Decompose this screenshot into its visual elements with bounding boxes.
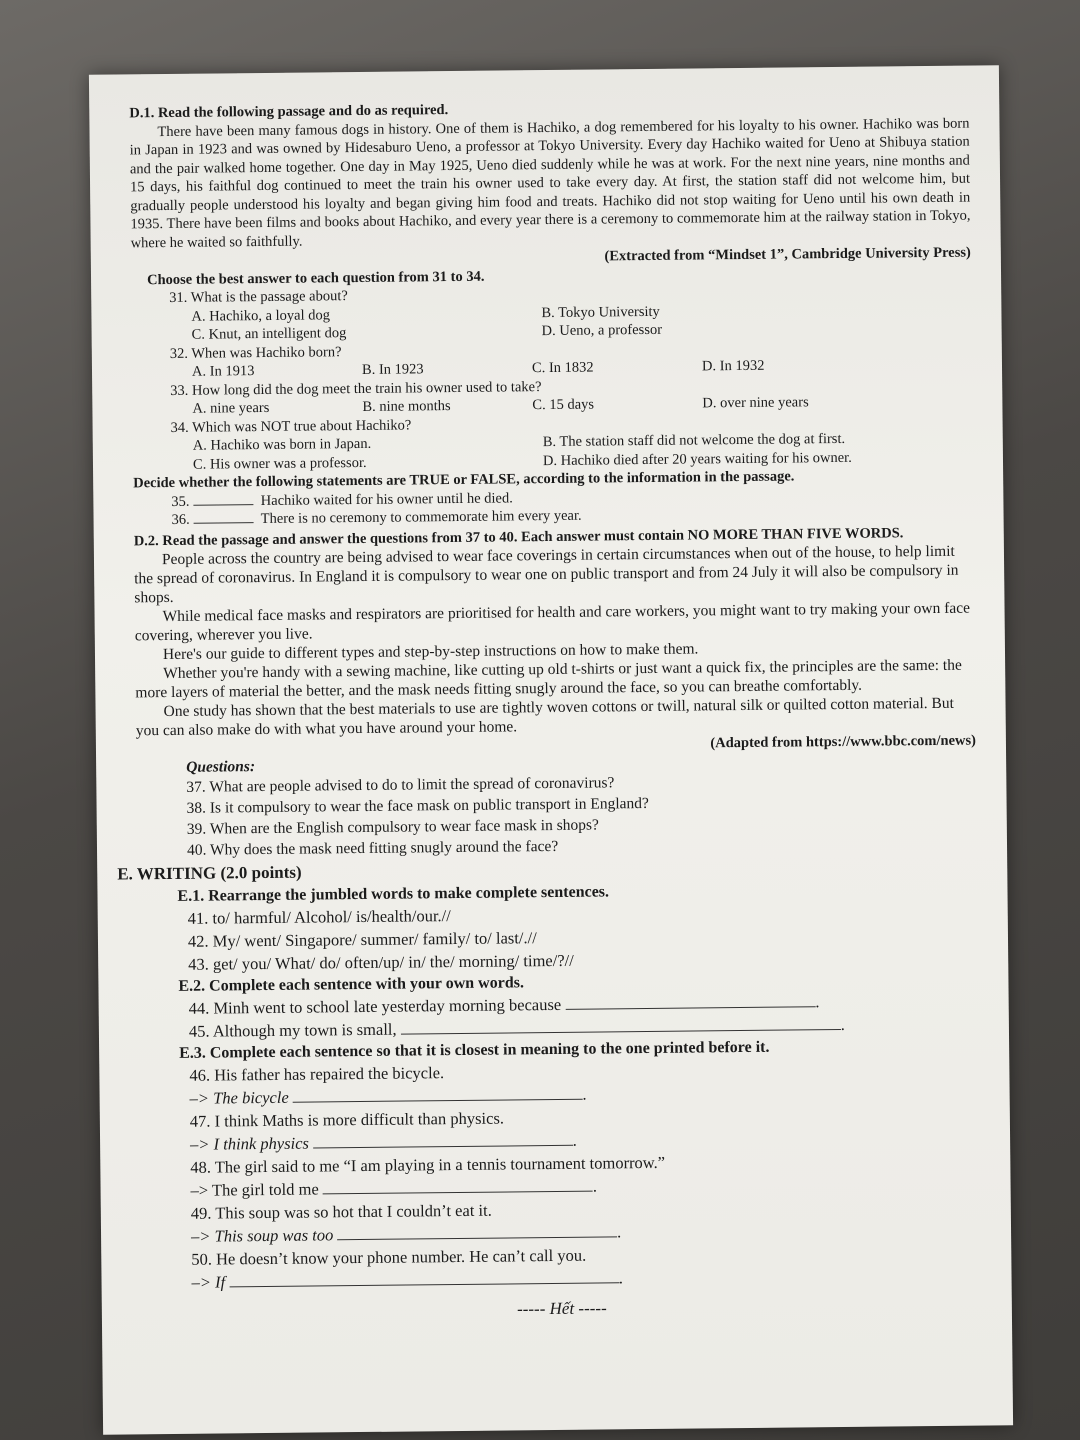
- q44-item: 44. Minh went to school late yesterday morning because .: [188, 991, 820, 1018]
- d2-paragraph-3: Here's our guide to different types and step-by-step instructions on how to make them.: [162, 640, 699, 664]
- q39-text: 39. When are the English compulsory to wear face mask in shops?: [186, 816, 599, 838]
- d2-source: (Adapted from https://www.bbc.com/news): [710, 732, 977, 752]
- q40-text: 40. Why does the mask need fitting snugly around the face?: [186, 837, 559, 859]
- q50-prompt: –> If: [191, 1271, 226, 1292]
- q48-answer-line: –> The girl told me .: [190, 1176, 598, 1200]
- q46-prompt: –> The bicycle: [189, 1087, 289, 1108]
- q37-text: 37. What are people advised to do to limit the spread of coronavirus?: [186, 774, 615, 796]
- e3-heading: E.3. Complete each sentence so that it is closest in meaning to the one printed before it.: [179, 1038, 770, 1062]
- q48-text: 48. The girl said to me “I am playing in a tennis tournament tomorrow.”: [190, 1152, 666, 1177]
- q32-option-b: B. In 1923: [361, 361, 424, 378]
- writing-heading: E. WRITING (2.0 points): [117, 862, 302, 884]
- end-dash-left: -----: [516, 1298, 546, 1318]
- q36-number: 36.: [171, 511, 190, 528]
- q31-option-c: C. Knut, an intelligent dog: [191, 325, 347, 343]
- q49-prompt: –> This soup was too: [190, 1224, 334, 1246]
- q32-option-d: D. In 1932: [701, 357, 765, 375]
- q46-answer-blank[interactable]: [293, 1084, 583, 1102]
- d2-paragraph-2: While medical face masks and respirators are prioritised for health and care workers, you might want to try making your own face covering, wherever you live.: [134, 599, 971, 645]
- q47-answer-blank[interactable]: [313, 1130, 573, 1148]
- e2-heading: E.2. Complete each sentence with your own words.: [178, 973, 524, 995]
- d2-passage: [134, 542, 976, 741]
- q35-number: 35.: [171, 493, 190, 510]
- q47-prompt: –> I think physics: [190, 1133, 310, 1154]
- q35-statement: Hachiko waited for his owner until he died.: [260, 489, 513, 509]
- q46-text: 46. His father has repaired the bicycle.: [189, 1062, 445, 1085]
- q32-option-c: C. In 1832: [531, 359, 594, 377]
- end-marker: [142, 1295, 982, 1322]
- q34-text: 34. Which was NOT true about Hachiko?: [170, 416, 412, 436]
- q48-answer-blank[interactable]: [323, 1176, 593, 1194]
- d2-paragraph-4: Whether you're handy with a sewing machine, like cutting up old t-shirts or just want a quick fix, the principles are the same: the more layers of material the better, and the mask needs fitting snugly around the face, so you can breathe comfortably.: [135, 656, 962, 702]
- d2-heading: D.2. Read the passage and answer the questions from 37 to 40. Each answer must contain NO MORE THAN FIVE WORDS.: [133, 524, 904, 549]
- q47-answer-line: –> I think physics .: [190, 1130, 578, 1154]
- q45-text: 45. Although my town is small,: [188, 1019, 397, 1041]
- q33-text: 33. How long did the dog meet the train his owner used to take?: [170, 378, 542, 399]
- q50-text: 50. He doesn’t know your phone number. He can’t call you.: [191, 1245, 587, 1269]
- q33-option-d: D. over nine years: [702, 394, 809, 412]
- q44-text: 44. Minh went to school late yesterday morning because: [188, 994, 562, 1018]
- q41-text: 41. to/ harmful/ Alcohol/ is/health/our.//: [187, 905, 451, 928]
- q48-prompt: –> The girl told me: [190, 1178, 319, 1200]
- q36-answer-blank[interactable]: [193, 522, 253, 524]
- q44-answer-blank[interactable]: [565, 992, 815, 1010]
- q34-option-c: C. His owner was a professor.: [192, 454, 367, 473]
- d1-instruction: Choose the best answer to each question from 31 to 34.: [146, 268, 485, 288]
- q43-text: 43. get/ you/ What/ do/ often/up/ in/ the/ morning/ time/?//: [188, 950, 574, 974]
- q49-answer-blank[interactable]: [337, 1222, 617, 1240]
- d1-heading: D.1. Read the following passage and do as required.: [129, 102, 449, 122]
- q34-option-a: A. Hachiko was born in Japan.: [192, 435, 372, 454]
- d1-passage: There have been many famous dogs in history. One of them is Hachiko, a dog remembered for his loyalty to his owner. Hachiko was born in Japan in 1923 and was owned by Hidesaburo Ueno, a professor at Tokyo University. Every day Hachiko waited for Ueno at Shibuya station and the pair walked home together. One day in May 1925, Ueno died suddenly while he was at work. For the next nine years, nine months and 15 days, his faithful dog continued to meet the train his owner used to take every day. At first, the station staff did not welcome him, but gradually people understood his loyalty and began giving him food and treats. Hachiko did not stop waiting for Ueno until his own death in 1935. There have been films and books about Hachiko, and every year there is a ceremony to commemorate him at the railway station in Tokyo, where he waited so faithfully.: [129, 115, 971, 251]
- q33-option-b: B. nine months: [362, 398, 451, 415]
- tf-instruction: Decide whether the following statements are TRUE or FALSE, according to the information in the passage.: [133, 468, 795, 492]
- d2-paragraph-1: People across the country are being advised to wear face coverings in certain circumstances when out of the house, to help limit the spread of coronavirus. In England it is compulsory to wear one on public transport and from 24 July it will also be compulsory in shops.: [134, 542, 959, 607]
- q38-text: 38. Is it compulsory to wear the face mask on public transport in England?: [186, 794, 649, 817]
- e1-heading: E.1. Rearrange the jumbled words to make complete sentences.: [177, 882, 610, 905]
- q42-text: 42. My/ went/ Singapore/ summer/ family/ to/ last/.//: [187, 927, 537, 951]
- q49-text: 49. This soup was so hot that I couldn’t eat it.: [190, 1200, 492, 1223]
- q32-option-a: A. In 1913: [191, 363, 255, 380]
- q34-option-d: D. Hachiko died after 20 years waiting for his owner.: [542, 449, 852, 469]
- q33-option-a: A. nine years: [192, 399, 270, 417]
- d1-source: (Extracted from “Mindset 1”, Cambridge University Press): [604, 244, 971, 265]
- q47-text: 47. I think Maths is more difficult than physics.: [189, 1108, 505, 1131]
- q49-answer-line: –> This soup was too .: [190, 1221, 622, 1246]
- q35-answer-blank[interactable]: [193, 504, 253, 506]
- questions-label: Questions:: [186, 757, 256, 776]
- q46-answer-line: –> The bicycle .: [189, 1084, 588, 1108]
- q31-option-a: A. Hachiko, a loyal dog: [191, 306, 331, 325]
- q34-option-b: B. The station staff did not welcome the dog at first.: [542, 430, 846, 451]
- q33-option-c: C. 15 days: [532, 396, 595, 414]
- exam-content: [117, 96, 982, 1340]
- q50-answer-line: –> If .: [191, 1267, 624, 1292]
- q32-text: 32. When was Hachiko born?: [169, 343, 342, 362]
- end-text: Hết: [549, 1298, 575, 1318]
- d2-paragraph-5: One study has shown that the best materials to use are tightly woven cottons or twill, natural silk or quilted cotton material. But you can also make do with what you have around your home.: [135, 694, 954, 740]
- q45-answer-blank[interactable]: [401, 1014, 841, 1034]
- q36-statement: There is no ceremony to commemorate him every year.: [260, 507, 582, 528]
- end-dash-right: -----: [578, 1297, 607, 1318]
- q31-text: 31. What is the passage about?: [169, 288, 348, 306]
- q31-option-d: D. Ueno, a professor: [541, 321, 663, 340]
- q45-item: 45. Although my town is small, .: [188, 1014, 845, 1041]
- exam-sheet: [89, 65, 1013, 1434]
- q31-option-b: B. Tokyo University: [541, 303, 660, 321]
- q50-answer-blank[interactable]: [229, 1268, 619, 1287]
